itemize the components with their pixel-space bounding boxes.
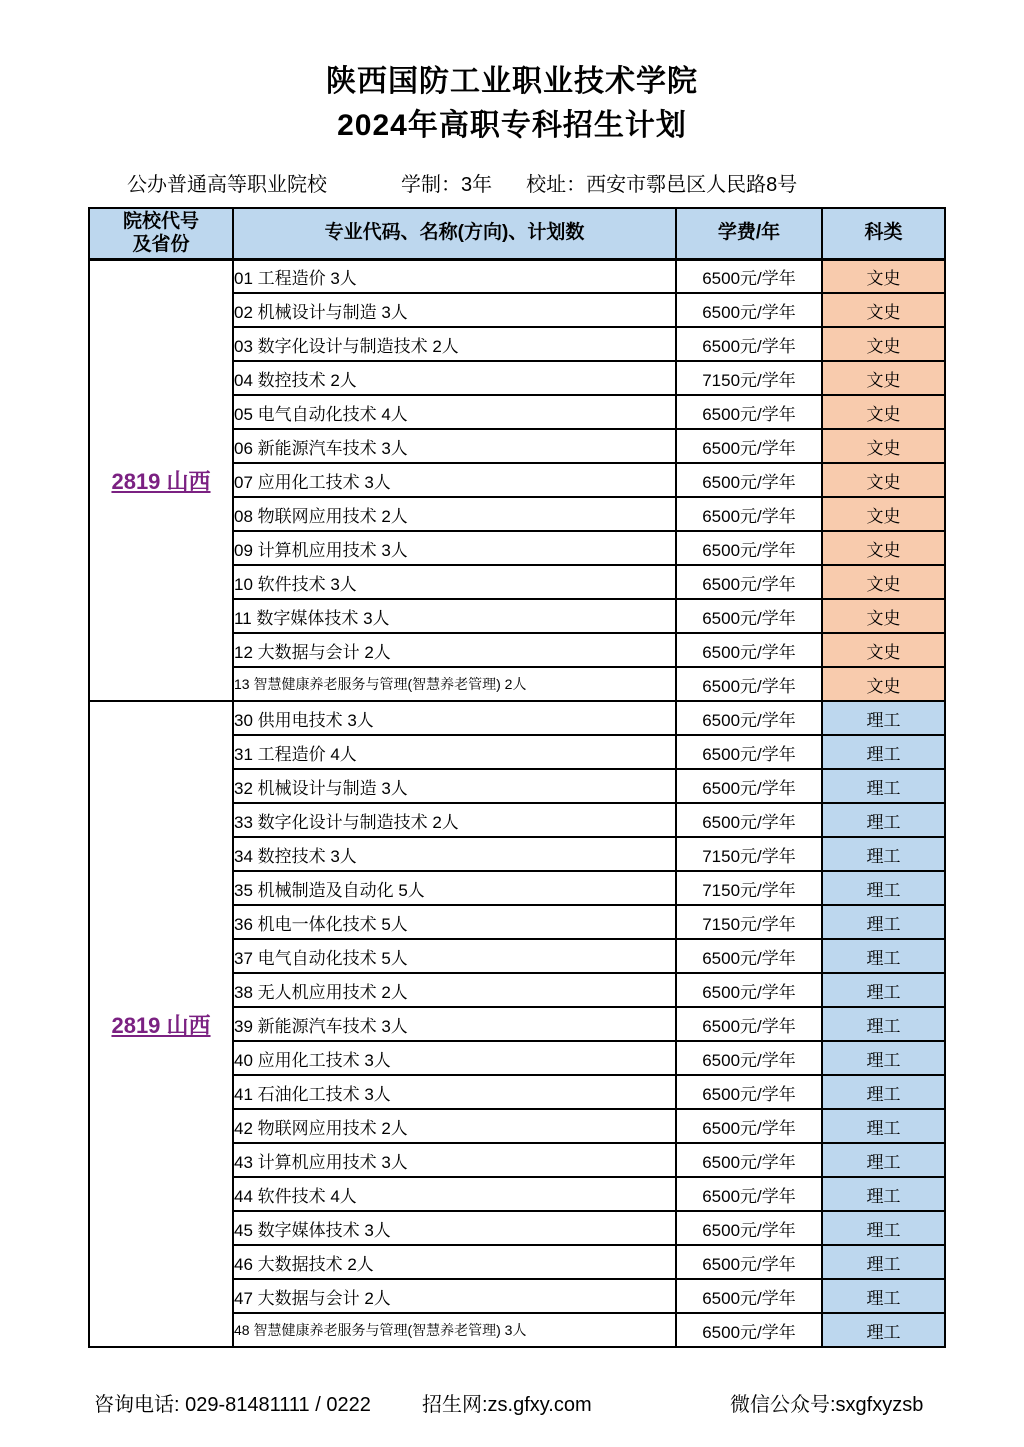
fee-cell: 6500元/学年	[676, 939, 822, 973]
header-college-code: 院校代号 及省份	[89, 208, 233, 259]
major-cell: 42 物联网应用技术 2人	[233, 1109, 676, 1143]
fee-cell: 7150元/学年	[676, 837, 822, 871]
category-cell: 理工	[822, 1007, 945, 1041]
major-cell: 03 数字化设计与制造技术 2人	[233, 327, 676, 361]
fee-cell: 6500元/学年	[676, 1143, 822, 1177]
major-cell: 34 数控技术 3人	[233, 837, 676, 871]
category-cell: 理工	[822, 1211, 945, 1245]
college-code-cell	[89, 259, 233, 701]
category-cell: 文史	[822, 463, 945, 497]
fee-cell: 6500元/学年	[676, 259, 822, 293]
fee-cell: 6500元/学年	[676, 1211, 822, 1245]
category-cell: 文史	[822, 667, 945, 701]
major-cell: 09 计算机应用技术 3人	[233, 531, 676, 565]
major-cell: 43 计算机应用技术 3人	[233, 1143, 676, 1177]
category-cell: 文史	[822, 565, 945, 599]
fee-cell: 6500元/学年	[676, 973, 822, 1007]
page-title	[0, 0, 1024, 147]
category-cell: 文史	[822, 429, 945, 463]
fee-cell: 6500元/学年	[676, 497, 822, 531]
category-cell: 文史	[822, 497, 945, 531]
category-cell: 理工	[822, 1143, 945, 1177]
major-cell: 05 电气自动化技术 4人	[233, 395, 676, 429]
category-cell: 理工	[822, 905, 945, 939]
major-cell: 12 大数据与会计 2人	[233, 633, 676, 667]
major-cell: 04 数控技术 2人	[233, 361, 676, 395]
category-cell: 理工	[822, 1245, 945, 1279]
category-cell: 文史	[822, 395, 945, 429]
major-cell: 32 机械设计与制造 3人	[233, 769, 676, 803]
fee-cell: 6500元/学年	[676, 327, 822, 361]
major-cell: 35 机械制造及自动化 5人	[233, 871, 676, 905]
category-cell: 理工	[822, 837, 945, 871]
table-header-row	[89, 208, 945, 259]
major-cell: 36 机电一体化技术 5人	[233, 905, 676, 939]
address: 校址：西安市鄠邑区人民路8号	[526, 174, 798, 196]
table-row	[89, 701, 945, 735]
fee-cell: 7150元/学年	[676, 871, 822, 905]
fee-cell: 6500元/学年	[676, 1109, 822, 1143]
footer-wechat: 微信公众号:sxgfxyzsb	[730, 1394, 924, 1416]
category-cell: 文史	[822, 599, 945, 633]
major-cell: 08 物联网应用技术 2人	[233, 497, 676, 531]
category-cell: 理工	[822, 735, 945, 769]
major-cell: 37 电气自动化技术 5人	[233, 939, 676, 973]
college-code-province: 2819 山西	[111, 1012, 211, 1038]
fee-cell: 6500元/学年	[676, 429, 822, 463]
category-cell: 文史	[822, 259, 945, 293]
major-cell: 46 大数据技术 2人	[233, 1245, 676, 1279]
fee-cell: 6500元/学年	[676, 1041, 822, 1075]
title-line1: 陕西国防工业职业技术学院	[326, 65, 698, 98]
fee-cell: 6500元/学年	[676, 463, 822, 497]
category-cell: 理工	[822, 1041, 945, 1075]
category-cell: 理工	[822, 769, 945, 803]
category-cell: 理工	[822, 803, 945, 837]
fee-cell: 7150元/学年	[676, 905, 822, 939]
fee-cell: 6500元/学年	[676, 803, 822, 837]
fee-cell: 6500元/学年	[676, 1279, 822, 1313]
duration: 学制：3年	[401, 174, 493, 196]
fee-cell: 6500元/学年	[676, 1313, 822, 1347]
school-type: 公办普通高等职业院校	[127, 174, 327, 196]
major-cell: 07 应用化工技术 3人	[233, 463, 676, 497]
header-major: 专业代码、名称(方向)、计划数	[233, 208, 676, 259]
fee-cell: 6500元/学年	[676, 395, 822, 429]
header-category: 科类	[822, 208, 945, 259]
major-cell: 47 大数据与会计 2人	[233, 1279, 676, 1313]
major-cell: 30 供用电技术 3人	[233, 701, 676, 735]
major-cell: 40 应用化工技术 3人	[233, 1041, 676, 1075]
college-code-cell	[89, 701, 233, 1347]
fee-cell: 6500元/学年	[676, 599, 822, 633]
category-cell: 理工	[822, 1313, 945, 1347]
fee-cell: 6500元/学年	[676, 1245, 822, 1279]
major-cell: 10 软件技术 3人	[233, 565, 676, 599]
major-cell: 01 工程造价 3人	[233, 259, 676, 293]
fee-cell: 6500元/学年	[676, 293, 822, 327]
fee-cell: 6500元/学年	[676, 735, 822, 769]
table-body	[89, 259, 945, 1347]
category-cell: 理工	[822, 871, 945, 905]
major-cell: 06 新能源汽车技术 3人	[233, 429, 676, 463]
major-cell: 41 石油化工技术 3人	[233, 1075, 676, 1109]
table-row	[89, 259, 945, 293]
category-cell: 理工	[822, 1177, 945, 1211]
fee-cell: 6500元/学年	[676, 1007, 822, 1041]
category-cell: 理工	[822, 701, 945, 735]
college-code-province: 2819 山西	[111, 468, 211, 494]
title-line2: 2024年高职专科招生计划	[337, 108, 687, 142]
major-cell: 33 数字化设计与制造技术 2人	[233, 803, 676, 837]
fee-cell: 6500元/学年	[676, 565, 822, 599]
category-cell: 文史	[822, 633, 945, 667]
fee-cell: 6500元/学年	[676, 667, 822, 701]
major-cell: 02 机械设计与制造 3人	[233, 293, 676, 327]
header-fee: 学费/年	[676, 208, 822, 259]
category-cell: 理工	[822, 1279, 945, 1313]
major-cell: 45 数字媒体技术 3人	[233, 1211, 676, 1245]
info-line	[127, 168, 797, 197]
category-cell: 文史	[822, 361, 945, 395]
footer-phone: 咨询电话: 029-81481111 / 0222	[94, 1394, 371, 1416]
category-cell: 理工	[822, 939, 945, 973]
major-cell: 13 智慧健康养老服务与管理(智慧养老管理) 2人	[233, 667, 676, 701]
major-cell: 39 新能源汽车技术 3人	[233, 1007, 676, 1041]
fee-cell: 6500元/学年	[676, 531, 822, 565]
category-cell: 文史	[822, 327, 945, 361]
fee-cell: 6500元/学年	[676, 769, 822, 803]
category-cell: 文史	[822, 531, 945, 565]
major-cell: 48 智慧健康养老服务与管理(智慧养老管理) 3人	[233, 1313, 676, 1347]
major-cell: 38 无人机应用技术 2人	[233, 973, 676, 1007]
major-cell: 44 软件技术 4人	[233, 1177, 676, 1211]
major-cell: 31 工程造价 4人	[233, 735, 676, 769]
fee-cell: 6500元/学年	[676, 1177, 822, 1211]
fee-cell: 6500元/学年	[676, 633, 822, 667]
page-footer	[0, 1388, 1024, 1418]
fee-cell: 7150元/学年	[676, 361, 822, 395]
major-cell: 11 数字媒体技术 3人	[233, 599, 676, 633]
category-cell: 理工	[822, 1109, 945, 1143]
fee-cell: 6500元/学年	[676, 701, 822, 735]
category-cell: 理工	[822, 1075, 945, 1109]
category-cell: 文史	[822, 293, 945, 327]
category-cell: 理工	[822, 973, 945, 1007]
footer-website: 招生网:zs.gfxy.com	[422, 1394, 592, 1416]
admission-plan-table	[88, 207, 946, 1348]
fee-cell: 6500元/学年	[676, 1075, 822, 1109]
